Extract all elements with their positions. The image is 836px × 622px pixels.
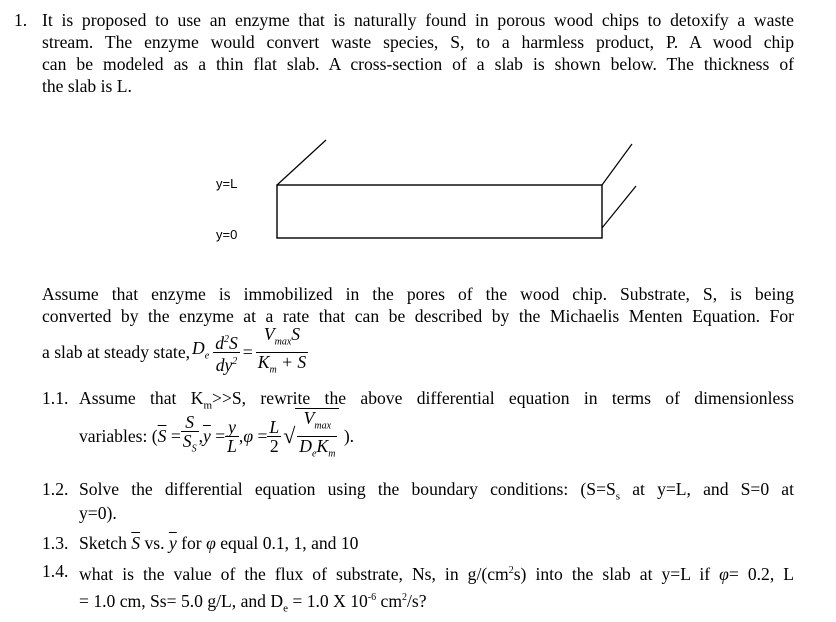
intro-line-2: stream. The enzyme would convert waste species, S, to a harmless product, P. A wood chip <box>42 32 794 52</box>
slab-edge-top-right <box>602 144 632 185</box>
item-1-1-line-1: Assume that $K_m>>S$, rewrite the above differential equation in terms of dimensionless <box>79 388 794 412</box>
label-y-top: y=L <box>216 176 238 191</box>
slab-rectangle <box>277 185 602 238</box>
slab-edge-left <box>277 140 326 185</box>
slab-edge-bottom-right <box>602 186 636 228</box>
thiele-fraction: $\frac{L}{2}$ <box>269 416 280 456</box>
item-1-4-number: 1.4. <box>42 561 69 581</box>
equation-de: $D_e$ <box>192 337 210 362</box>
item-1-2-line-1: Solve the differential equation using the boundary conditions: ($S=S_s$ at y=L, and S=0 at <box>79 479 794 503</box>
item-1-1-variables-prefix: variables: ( <box>79 426 158 446</box>
question-number: 1. <box>14 10 28 30</box>
item-1-4-line-2: = 1.0 cm, Ss= 5.0 g/L, and $D_e = 1.0$ X $10^{-6}$ $cm^2/s$? <box>79 590 427 615</box>
item-1-2-number: 1.2. <box>42 479 69 499</box>
equation-d2s-dy2: $\frac{d^2S}{dy^2}$ <box>215 332 238 375</box>
intro-line-1: It is proposed to use an enzyme that is naturally found in porous wood chips to detoxify a waste <box>42 10 794 30</box>
thiele-sqrt: $\frac{V_{max}}{D_eK_m}$ <box>295 408 339 463</box>
equation-line: a slab at steady state, $D_e$ $\frac{d^2S}{dy^2}$ = $\frac{V_{max}S}{K_m + S}$ <box>42 330 308 374</box>
item-1-3-number: 1.3. <box>42 533 69 553</box>
dimensionless-s: $\frac{S}{S_S}$ <box>182 412 197 455</box>
item-1-3-line: Sketch $\overline{S}$ vs. $\overline{y}$ for φ equal 0.1, 1, and 10 <box>79 533 359 553</box>
item-1-2-line-2: y=0). <box>79 503 117 523</box>
equation-mm-rate: $\frac{V_{max}S}{K_m + S}$ <box>257 323 307 376</box>
slab-diagram <box>270 130 640 245</box>
label-y-bottom: y=0 <box>216 227 238 242</box>
intro-line-3: can be modeled as a thin flat slab. A cross-section of a slab is shown below. The thickness of <box>42 54 794 74</box>
assume-line-1: Assume that enzyme is immobilized in the pores of the wood chip. Substrate, S, is being <box>42 284 794 304</box>
item-1-1-number: 1.1. <box>42 388 69 408</box>
intro-line-4: the slab is L. <box>42 76 132 96</box>
dimensionless-y: $\frac{y}{L}$ <box>227 416 237 456</box>
equation-prefix: a slab at steady state, <box>42 342 191 362</box>
item-1-4-line-1: what is the value of the flux of substrate, Ns, in $g/(cm^2s)$ into the slab at y=L if φ= 0.2, L <box>79 563 795 584</box>
assume-line-2: converted by the enzyme at a rate that can be described by the Michaelis Menten Equation. For <box>42 306 794 326</box>
item-1-1-line-2: variables: ( $\overline{S}$ = $\frac{S}{S_S}$ , $\overline{y}$ = $\frac{y}{L}$ , φ = $\frac{L}{2}$ √ $\frac{V_{max}}{D_eK_m}$ ). <box>79 414 354 458</box>
